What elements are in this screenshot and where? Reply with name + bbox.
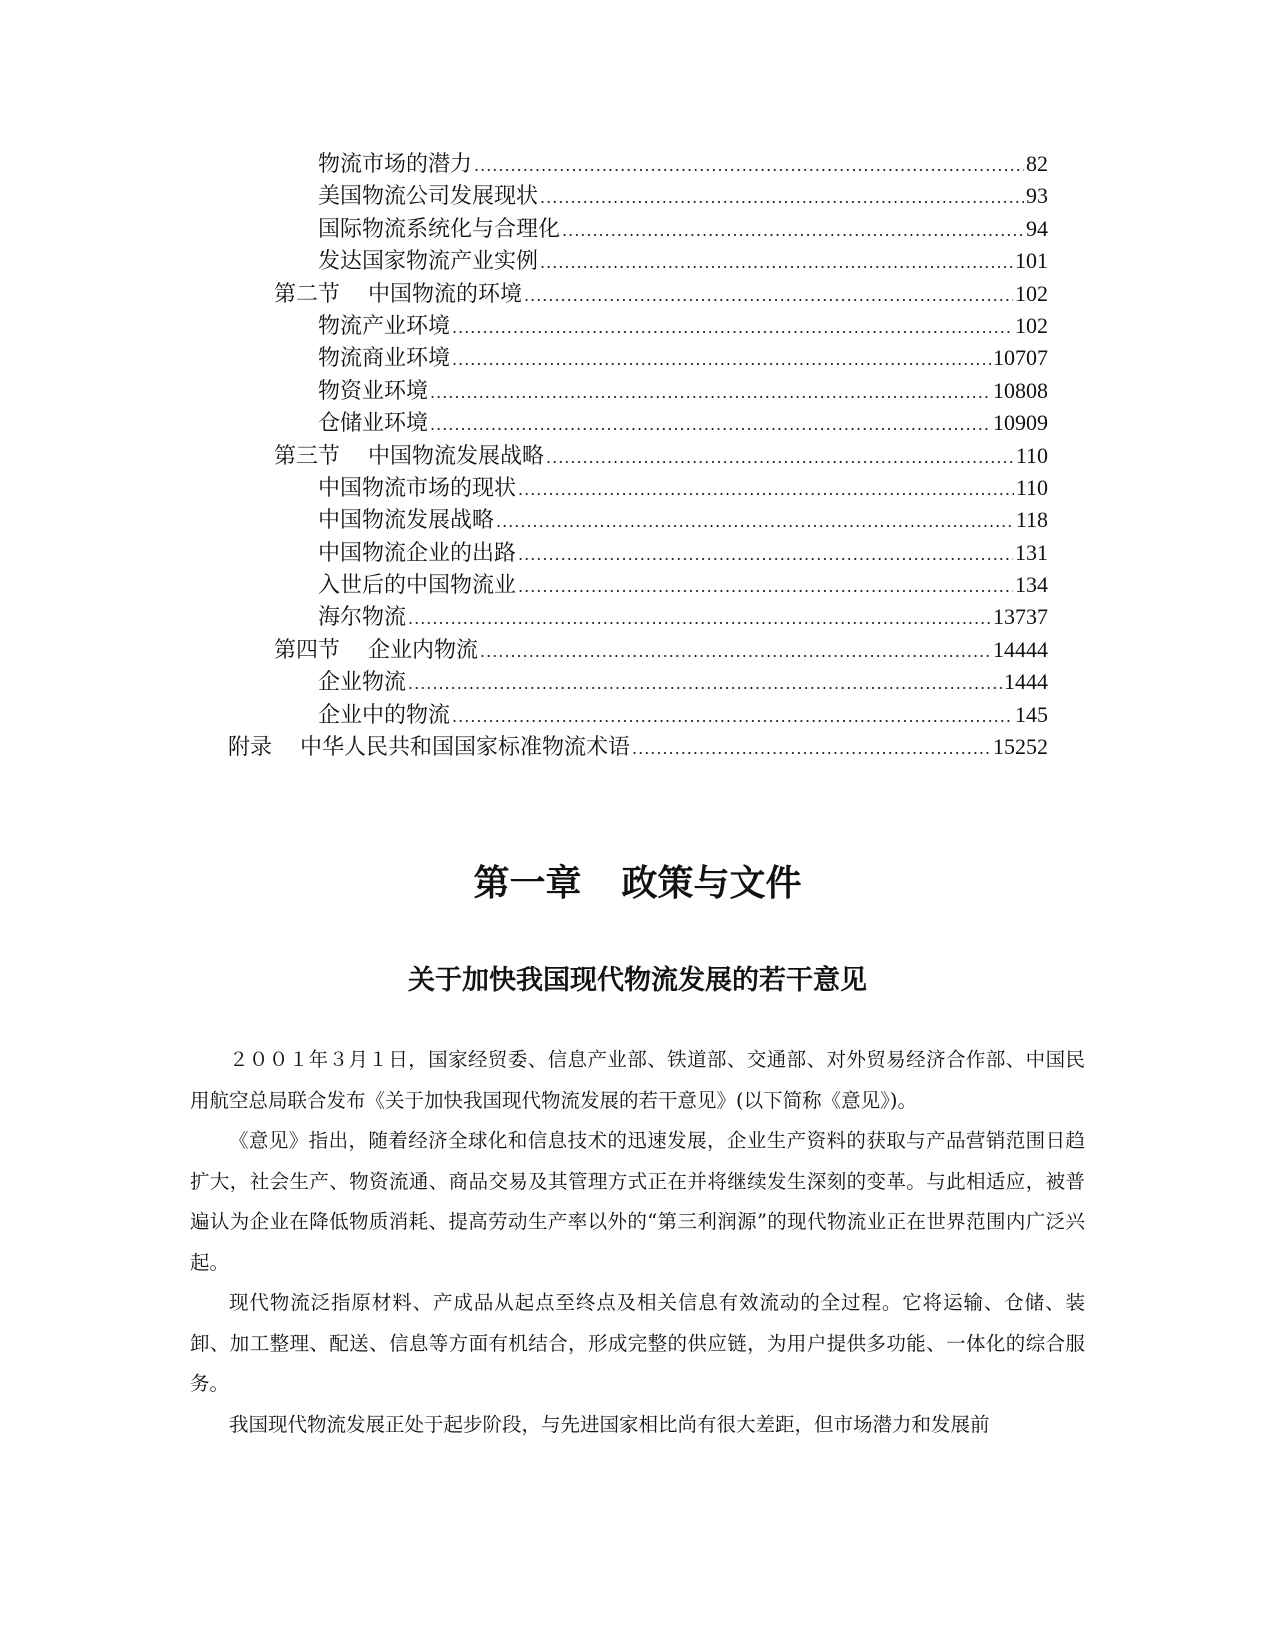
- toc-page-number: 15252: [993, 734, 1048, 760]
- toc-page-number: 82: [1026, 151, 1048, 176]
- toc-entry-text: 中国物流的环境: [368, 281, 523, 307]
- toc-entry-title: [318, 570, 516, 602]
- toc-entry-title: [318, 408, 428, 440]
- toc-leader-dots: [518, 571, 1013, 603]
- article-body: [190, 1040, 1085, 1445]
- toc-entry-text: 仓储业环境: [318, 411, 429, 437]
- toc-entry-title: [318, 181, 538, 213]
- toc-page-number: 13737: [993, 604, 1048, 630]
- toc-leader-dots: [540, 247, 1013, 279]
- toc-entry-text: 发达国家物流产业实例: [318, 249, 539, 275]
- toc-entry-title: [318, 700, 450, 732]
- toc-entry: [228, 504, 1048, 536]
- toc-entry-text: 企业中的物流: [318, 702, 451, 728]
- toc-page-number: 118: [1015, 507, 1048, 533]
- toc-entry: [228, 601, 1048, 633]
- toc-entry: [228, 278, 1048, 310]
- toc-leader-dots: [540, 182, 1024, 214]
- toc-entry: [228, 375, 1048, 407]
- paragraph: 我国现代物流发展正处于起步阶段，与先进国家相比尚有很大差距，但市场潜力和发展前: [229, 1412, 990, 1436]
- toc-entry: [228, 342, 1048, 374]
- toc-entry: [228, 666, 1048, 698]
- toc-entry-title: [274, 441, 544, 473]
- toc-page-number: 101: [1015, 248, 1048, 274]
- toc-entry-text: 物流商业环境: [318, 346, 451, 372]
- toc-entry: [228, 213, 1048, 245]
- toc-entry-title: [318, 376, 428, 408]
- toc-leader-dots: [480, 636, 991, 668]
- toc-entry-title: [318, 311, 450, 343]
- paragraph: 《意见》指出，随着经济全球化和信息技术的迅速发展，企业生产资料的获取与产品营销范围日趋扩大，社会生产、物资流通、商品交易及其管理方式正在并将继续发生深刻的变革。与此相适应，被普遍认为企业在降低物质消耗、提高劳动生产率以外的“第三利润源”的现代物流业正在世界范围内广泛兴起。: [190, 1129, 1085, 1274]
- toc-page-number: 102: [1015, 280, 1048, 306]
- toc-entry: [228, 537, 1048, 569]
- toc-entry-title: [318, 538, 516, 570]
- chapter-label: 第一章: [473, 863, 582, 904]
- toc-page-number: 10707: [993, 345, 1048, 371]
- toc-entry-text: 物流产业环境: [318, 313, 451, 339]
- toc-entry-title: [318, 149, 472, 181]
- toc-entry: [228, 699, 1048, 731]
- toc-entry-text: 入世后的中国物流业: [318, 573, 517, 599]
- toc-page-number: 102: [1015, 312, 1048, 338]
- paragraph: ２００１年３月１日，国家经贸委、信息产业部、铁道部、交通部、对外贸易经济合作部、中国民用航空总局联合发布《关于加快我国现代物流发展的若干意见》(以下简称《意见》)。: [190, 1048, 1085, 1112]
- toc-entry: [228, 569, 1048, 601]
- toc-entry-title: [318, 343, 450, 375]
- toc-leader-dots: [546, 442, 1014, 474]
- toc-entry: [228, 634, 1048, 666]
- toc-page-number: 145: [1015, 701, 1048, 727]
- toc-entry-text: 美国物流公司发展现状: [318, 184, 539, 210]
- toc-entry-text: 中国物流市场的现状: [318, 475, 517, 501]
- toc-entry: [228, 310, 1048, 342]
- toc-leader-dots: [518, 474, 1014, 506]
- toc-page-number: 10808: [993, 377, 1048, 403]
- toc-leader-dots: [632, 733, 991, 765]
- toc-leader-dots: [408, 668, 1002, 700]
- toc-entry-text: 中国物流发展战略: [368, 443, 545, 469]
- toc-entry-title: [228, 732, 630, 764]
- toc-page-number: 1444: [1004, 669, 1048, 695]
- toc-entry: [228, 440, 1048, 472]
- toc-entry-label: 第三节: [274, 443, 341, 469]
- toc-entry-label: 第二节: [274, 281, 341, 307]
- toc-entry-text: 海尔物流: [318, 605, 407, 631]
- chapter-title: 政策与文件: [621, 863, 802, 904]
- toc-page-number: 93: [1026, 183, 1048, 209]
- toc-leader-dots: [496, 506, 1014, 538]
- toc-leader-dots: [430, 409, 991, 441]
- toc-entry-title: [274, 635, 478, 667]
- toc-entry-text: 国际物流系统化与合理化: [318, 216, 561, 242]
- table-of-contents: [228, 148, 1048, 763]
- toc-entry-text: 中华人民共和国国家标准物流术语: [300, 735, 631, 761]
- toc-page-number: 131: [1015, 539, 1048, 565]
- toc-page-number: 134: [1015, 572, 1048, 598]
- toc-entry: [228, 731, 1048, 763]
- article-title: 关于加快我国现代物流发展的若干意见: [408, 965, 867, 996]
- toc-entry-title: [318, 602, 406, 634]
- toc-leader-dots: [524, 280, 1013, 312]
- toc-leader-dots: [452, 701, 1013, 733]
- toc-leader-dots: [562, 215, 1024, 247]
- toc-leader-dots: [518, 539, 1013, 571]
- toc-entry-text: 中国物流企业的出路: [318, 540, 517, 566]
- toc-page-number: 110: [1015, 474, 1048, 500]
- toc-entry-text: 物流市场的潜力: [318, 152, 473, 177]
- toc-entry-text: 中国物流发展战略: [318, 508, 495, 534]
- toc-entry: [228, 148, 1048, 180]
- toc-leader-dots: [430, 377, 991, 409]
- toc-entry-title: [318, 473, 516, 505]
- toc-page-number: 94: [1026, 215, 1048, 241]
- chapter-heading: [0, 855, 1275, 906]
- toc-leader-dots: [474, 150, 1024, 182]
- toc-entry-text: 企业物流: [318, 670, 407, 696]
- toc-entry: [228, 245, 1048, 277]
- toc-leader-dots: [408, 603, 991, 635]
- toc-entry-label: 附录: [228, 735, 273, 761]
- toc-page-number: 10909: [993, 410, 1048, 436]
- toc-page-number: 110: [1015, 442, 1048, 468]
- toc-page-number: 14444: [993, 636, 1048, 662]
- toc-entry-text: 物资业环境: [318, 378, 429, 404]
- toc-entry-title: [318, 667, 406, 699]
- toc-entry: [228, 407, 1048, 439]
- toc-entry-text: 企业内物流: [368, 637, 479, 663]
- toc-entry: [228, 472, 1048, 504]
- toc-entry-title: [318, 505, 494, 537]
- toc-entry-title: [318, 214, 560, 246]
- toc-entry: [228, 180, 1048, 212]
- toc-entry-title: [274, 279, 522, 311]
- toc-entry-title: [318, 246, 538, 278]
- toc-entry-label: 第四节: [274, 637, 341, 663]
- toc-leader-dots: [452, 344, 991, 376]
- toc-leader-dots: [452, 312, 1013, 344]
- paragraph: 现代物流泛指原材料、产成品从起点至终点及相关信息有效流动的全过程。它将运输、仓储、装卸、加工整理、配送、信息等方面有机结合，形成完整的供应链，为用户提供多功能、一体化的综合服务。: [190, 1291, 1085, 1395]
